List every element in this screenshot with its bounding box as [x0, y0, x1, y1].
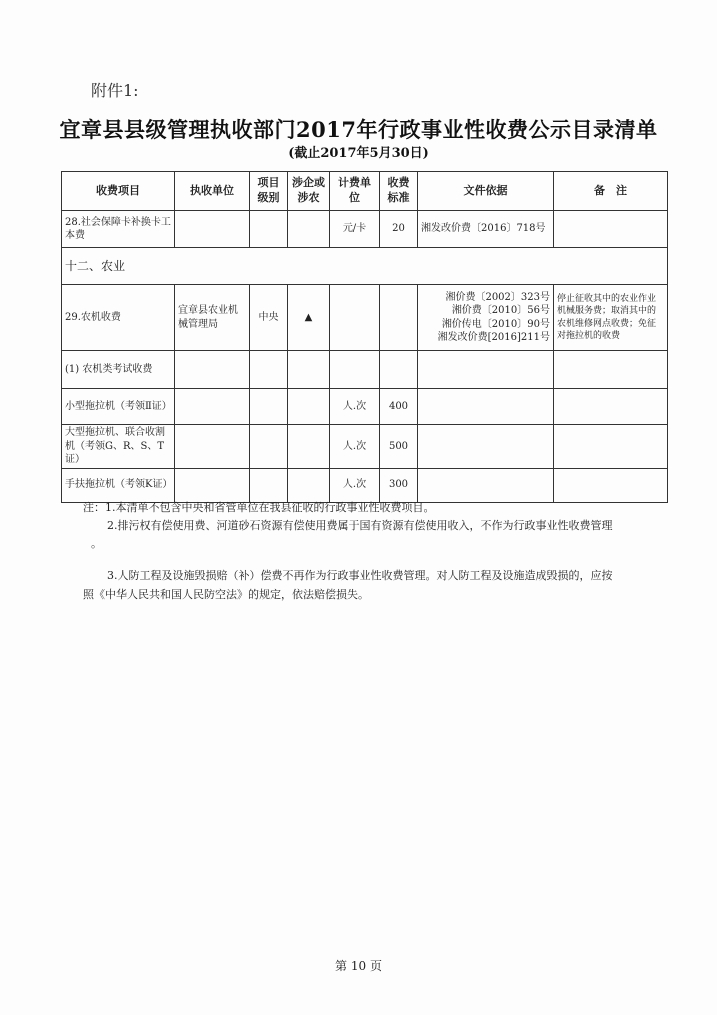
- cell-basis: 湘发改价费〔2016〕718号: [418, 211, 554, 248]
- subsection-heading: (1) 农机类考试收费: [62, 351, 175, 389]
- cell-item: 小型拖拉机（考领Ⅱ证）: [62, 389, 175, 425]
- basis-line: 湘发改价费[2016]211号: [437, 332, 550, 343]
- cell-remark: 停止征收其中的农业作业机械服务费；取消其中的农机维修网点收费；免征对拖拉机的收费: [554, 285, 668, 351]
- table-row: [62, 468, 668, 502]
- cell-standard: 20: [380, 211, 418, 248]
- cell-item: 28.社会保障卡补换卡工本费: [62, 211, 175, 248]
- note-2: 2.排污权有偿使用费、河道砂石资源有偿使用费属于国有资源有偿使用收入，不作为行政事业性收费管理: [107, 519, 613, 533]
- basis-line: 湘价费〔2010〕56号: [451, 305, 550, 316]
- fee-table: [61, 171, 668, 503]
- subsection-row: [62, 351, 668, 389]
- cell-billing: 元/卡: [330, 211, 380, 248]
- attachment-label: 附件1:: [91, 81, 139, 100]
- table-header-row: [62, 172, 668, 211]
- header-standard: 收费标准: [380, 172, 418, 211]
- cell-basis: [418, 285, 554, 351]
- cell-unit: 宜章县农业机械管理局: [175, 285, 250, 351]
- header-billing: 计费单位: [330, 172, 380, 211]
- document-subtitle: (截止2017年5月30日): [288, 146, 429, 161]
- header-unit: 执收单位: [175, 172, 250, 211]
- note-1: 注：1.本清单不包含中央和省管单位在我县征收的行政事业性收费项目。: [83, 501, 435, 514]
- cell-level: 中央: [250, 285, 288, 351]
- note-3: 3.人防工程及设施毁损赔（补）偿费不再作为行政事业性收费管理。对人防工程及设施造成毁损的，应按: [107, 569, 613, 583]
- cell-involve-marker: ▲: [288, 285, 330, 351]
- note-3-continued: 照《中华人民共和国人民防空法》的规定，依法赔偿损失。: [83, 587, 369, 601]
- basis-line: 湘价传电〔2010〕90号: [441, 318, 550, 330]
- basis-line: 湘价费〔2002〕323号: [445, 291, 550, 303]
- header-involve: 涉企或涉农: [288, 172, 330, 211]
- section-heading: 十二、农业: [62, 248, 668, 285]
- cell-item: 29.农机收费: [62, 285, 175, 351]
- cell-billing: 人.次: [330, 389, 380, 425]
- header-level: 项目级别: [250, 172, 288, 211]
- cell-item: 大型拖拉机、联合收割机（考领G、R、S、T证）: [62, 425, 175, 469]
- table-row: [62, 425, 668, 469]
- header-item: 收费项目: [62, 172, 175, 211]
- cell-item: 手扶拖拉机（考领K证）: [62, 468, 175, 502]
- cell-standard: 500: [380, 425, 418, 469]
- cell-billing: 人.次: [330, 468, 380, 502]
- document-title: 宜章县县级管理执收部门2017年行政事业性收费公示目录清单: [59, 117, 658, 142]
- table-row: [62, 211, 668, 248]
- header-remark: 备 注: [554, 172, 668, 211]
- table-row: [62, 389, 668, 425]
- cell-standard: 300: [380, 468, 418, 502]
- page-number: 第 10 页: [335, 959, 382, 973]
- section-row: [62, 248, 668, 285]
- note-2-tail: 。: [91, 537, 102, 551]
- header-basis: 文件依据: [418, 172, 554, 211]
- cell-standard: 400: [380, 389, 418, 425]
- table-row: [62, 285, 668, 351]
- cell-billing: 人.次: [330, 425, 380, 469]
- notes-block: [83, 499, 673, 604]
